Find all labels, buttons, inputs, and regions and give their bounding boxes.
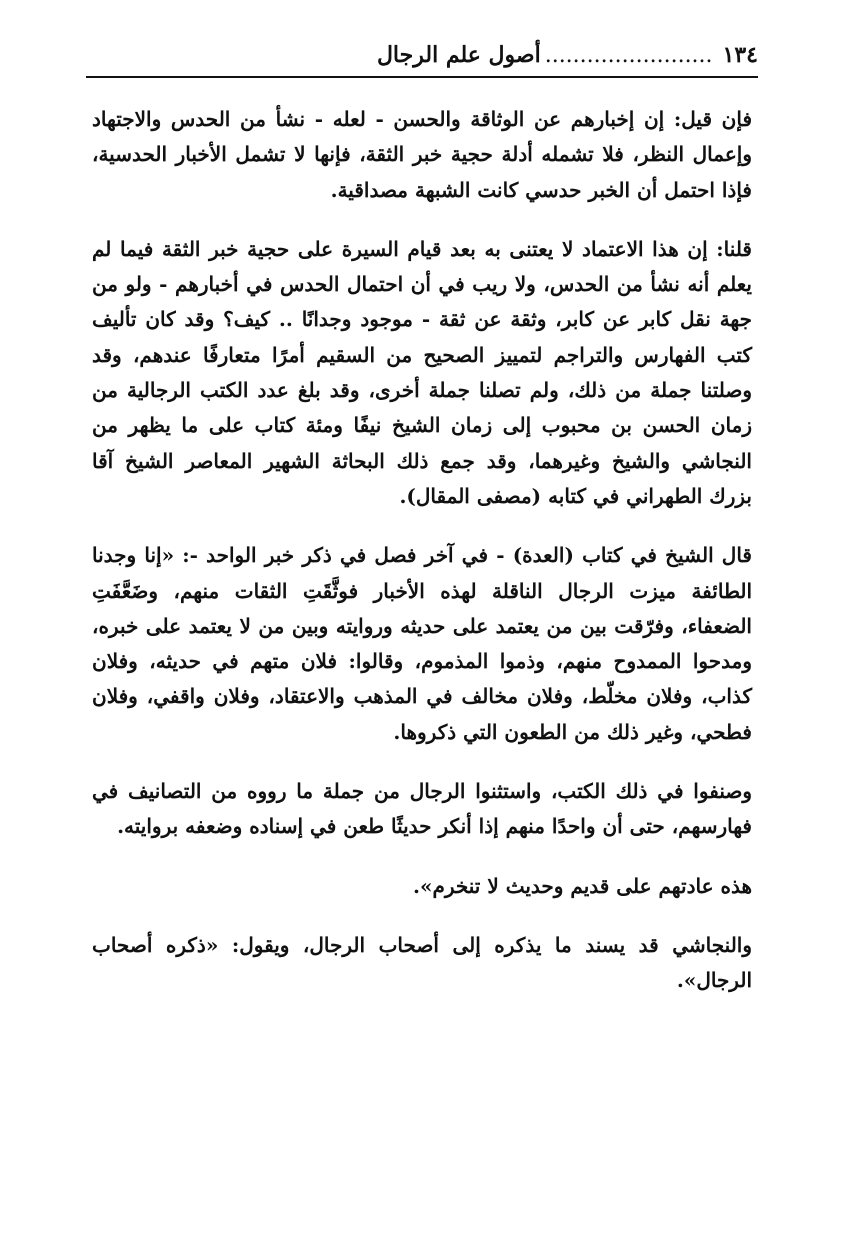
paragraph-quote-continued: وصنفوا في ذلك الكتب، واستثنوا الرجال من جملة ما رووه من التصانيف في فهارسهم، حتى أن واحدًا منهم إذا أنكر حديثًا طعن في إسناده وضعفه بروايته. — [92, 779, 752, 839]
header-leader-dots: ........................ — [544, 42, 713, 68]
page-body — [92, 102, 752, 999]
paragraph-reply: قلنا: إن هذا الاعتماد لا يعتنى به بعد قيام السيرة على حجية خبر الثقة فيما لم يعلم أنه نشأ من الحدس، ولا ريب في أن احتمال الحدس في أخبارهم - ولو من جهة نقل كابر عن كابر، وثقة عن ثقة - موجود وجدانًا .. كيف؟ وقد كان تأليف كتب الفهارس والتراجم لتمييز الصحيح من السقيم أمرًا متعارفًا عندهم، وقد وصلتنا جملة من ذلك، ولم تصلنا جملة أخرى، وقد بلغ عدد الكتب الرجالية من زمان الحسن بن محبوب إلى زمان الشيخ نيفًا ومئة كتاب على ما يظهر من النجاشي والشيخ وغيرهما، وقد جمع ذلك البحاثة الشهير المعاصر الشيخ آقا بزرك الطهراني في كتابه (مصفى المقال). — [92, 236, 752, 508]
header-rule — [86, 76, 758, 78]
running-header — [86, 40, 758, 70]
paragraph-quote-end: هذه عادتهم على قديم وحديث لا تنخرم». — [412, 873, 752, 898]
running-title: أصول علم الرجال — [376, 42, 541, 68]
paragraph-quote-idda: قال الشيخ في كتاب (العدة) - في آخر فصل في ذكر خبر الواحد -: «إنا وجدنا الطائفة ميزت الرجال الناقلة لهذه الأخبار فوثَّقَتِ الثقات منهم، وضَعَّفَتِ الضعفاء، وفرّقت بين من يعتمد على حديثه وروايته وبين من لا يعتمد على خبره، ومدحوا الممدوح منهم، وذموا المذموم، وقالوا: فلان متهم في حديثه، وفلان كذاب، وفلان مخلّط، وفلان مخالف في المذهب والاعتقاد، وفلان واقفي، وفلان فطحي، وغير ذلك من الطعون التي ذكروها. — [92, 543, 752, 744]
paragraph-najashi: والنجاشي قد يسند ما يذكره إلى أصحاب الرجال، ويقول: «ذكره أصحاب الرجال». — [92, 932, 752, 993]
paragraph-objection: فإن قيل: إن إخبارهم عن الوثاقة والحسن - لعله - نشأ من الحدس والاجتهاد وإعمال النظر، فلا تشمله أدلة حجية خبر الثقة، فإنها لا تشمل الأخبار الحدسية، فإذا احتمل أن الخبر حدسي كانت الشبهة مصداقية. — [92, 107, 753, 202]
page-number: ١٣٤ — [722, 42, 758, 68]
